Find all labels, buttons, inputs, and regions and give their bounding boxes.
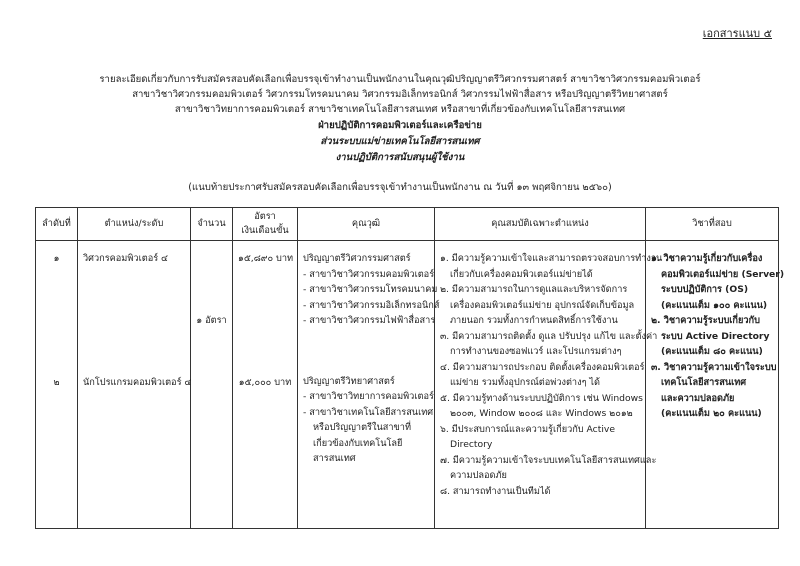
- heading-line-3: สาขาวิชาวิทยาการคอมพิวเตอร์ สาขาวิชาเทคโนโลยีสารสนเทศ หรือสาขาที่เกี่ยวข้องกับเทคโนโลยีสารสนเทศ: [174, 104, 626, 115]
- qual-line: - สาขาวิชาเทคโนโลยีสารสนเทศ: [303, 406, 434, 418]
- qual-line: - สาขาวิชาวิศวกรรมโทรคมนาคม: [303, 284, 438, 295]
- table-header-row: [36, 208, 779, 241]
- heading-line-2: สาขาวิชาวิศวกรรมคอมพิวเตอร์ วิศวกรรมโทรคมนาคม วิศวกรรมอิเล็กทรอนิกส์ วิศวกรรมไฟฟ้าสื่อสาร หรือปริญญาตรีวิทยาศาสตร์: [132, 89, 668, 100]
- spec-line: ความปลอดภัย: [450, 470, 507, 481]
- spec-line: ๒๐๐๓, Window ๒๐๐๘ และ Windows ๒๐๑๒: [450, 408, 633, 419]
- row-1-position: วิศวกรคอมพิวเตอร์ ๔: [83, 253, 169, 264]
- exam-line: เทคโนโลยีสารสนเทศ: [661, 377, 747, 388]
- header-rate: [233, 208, 298, 241]
- spec-line: ๘. สามารถทำงานเป็นทีมได้: [440, 485, 551, 497]
- annex-note: (แนบท้ายประกาศรับสมัครสอบคัดเลือกเพื่อบรรจุเข้าทำงานเป็นพนักงาน ณ วันที่ ๑๓ พฤศจิกายน ๒๕๖๐): [188, 182, 612, 193]
- spec-line: ๒. มีความสามารถในการดูแลและบริหารจัดการ: [440, 284, 628, 295]
- row-2-salary: ๑๕,๐๐๐ บาท: [238, 376, 292, 388]
- department: ฝ่ายปฏิบัติการคอมพิวเตอร์และเครือข่าย: [318, 120, 482, 131]
- division: ส่วนระบบแม่ข่ายเทคโนโลยีสารสนเทศ: [320, 136, 480, 147]
- spec-line: แม่ข่าย รวมทั้งอุปกรณ์ต่อพ่วงต่างๆ ได้: [450, 377, 601, 388]
- qual-line: ปริญญาตรีวิศวกรรมศาสตร์: [303, 253, 411, 264]
- qual-line: สารสนเทศ: [313, 453, 356, 464]
- header-no: ลำดับที่: [36, 208, 78, 241]
- row-2-position: นักโปรแกรมคอมพิวเตอร์ ๔: [83, 376, 192, 388]
- spec-line: ๓. มีความสามารถติดตั้ง ดูแล ปรับปรุง แก้ไข และตั้งค่า: [440, 330, 658, 342]
- row-1-no: ๑: [53, 253, 60, 264]
- header-qualification: คุณวุฒิ: [298, 208, 435, 241]
- exam-line: และความปลอดภัย: [661, 392, 735, 404]
- qual-line: ปริญญาตรีวิทยาศาสตร์: [303, 375, 395, 387]
- spec-line: ๔. มีความสามารถประกอบ ติดตั้งเครื่องคอมพิวเตอร์: [440, 361, 645, 373]
- spec-line: ๑. มีความรู้ความเข้าใจและสามารถตรวจสอบการทำงาน: [440, 253, 663, 264]
- qualifications: [298, 241, 440, 529]
- exam-line: (คะแนนเต็ม ๒๐ คะแนน): [661, 408, 762, 419]
- header-count: จำนวน: [191, 208, 233, 241]
- exam-line: คอมพิวเตอร์แม่ข่าย (Server): [661, 268, 785, 280]
- qual-line: - สาขาวิชาวิศวกรรมคอมพิวเตอร์: [303, 268, 435, 280]
- spec-line: ๕. มีความรู้ทางด้านระบบปฏิบัติการ เช่น Windows: [440, 392, 643, 404]
- heading-line-1: รายละเอียดเกี่ยวกับการรับสมัครสอบคัดเลือกเพื่อบรรจุเข้าทำงานเป็นพนักงานในคุณวุฒิปริญญาตรีวิศวกรรมศาสตร์ สาขาวิชาวิศวกรรมคอมพิวเตอร์: [99, 74, 701, 85]
- qual-line: เกี่ยวข้องกับเทคโนโลยี: [313, 437, 403, 449]
- spec-line: ๗. มีความรู้ความเข้าใจระบบเทคโนโลยีสารสนเทศและ: [440, 454, 657, 466]
- row-salaries: [233, 241, 298, 529]
- row-positions: [78, 241, 191, 529]
- exam-line: ระบบ Active Directory: [661, 330, 770, 342]
- exam-subjects: [646, 241, 785, 529]
- exam-line: ระบบปฏิบัติการ (OS): [661, 284, 749, 295]
- exam-line: ๑. วิชาความรู้เกี่ยวกับเครื่อง: [651, 253, 763, 264]
- positions-table: [35, 207, 785, 529]
- spec-line: ๖. มีประสบการณ์และความรู้เกี่ยวกับ Active: [440, 423, 615, 435]
- spec-line: Directory: [450, 439, 493, 450]
- row-1-salary: ๑๕,๘๙๐ บาท: [238, 253, 294, 264]
- exam-line: (คะแนนเต็ม ๘๐ คะแนน): [661, 346, 763, 357]
- exam-line: ๓. วิชาความรู้ความเข้าใจระบบ: [651, 361, 777, 373]
- row-2-no: ๒: [53, 376, 60, 388]
- exam-line: (คะแนนเต็ม ๑๐๐ คะแนน): [661, 299, 768, 311]
- qual-line: - สาขาวิชาวิศวกรรมไฟฟ้าสื่อสาร: [303, 315, 436, 326]
- spec-line: เครื่องคอมพิวเตอร์แม่ข่าย อุปกรณ์จัดเก็บข้อมูล: [450, 299, 635, 311]
- qual-line: - สาขาวิชาวิศวกรรมอิเล็กทรอนิกส์: [303, 299, 440, 311]
- spec-line: การทำงานของซอฟแวร์ และโปรแกรมต่างๆ: [450, 346, 622, 357]
- count-cell: [191, 241, 233, 529]
- unit: งานปฏิบัติการสนับสนุนผู้ใช้งาน: [335, 152, 465, 163]
- spec-line: เกี่ยวกับเครื่องคอมพิวเตอร์แม่ข่ายได้: [450, 268, 593, 280]
- header-rate-line1: อัตรา: [254, 211, 276, 222]
- exam-line: ๒. วิชาความรู้ระบบเกี่ยวกับ: [651, 315, 760, 326]
- document-label: เอกสารแนบ ๕: [702, 27, 772, 40]
- header-position: ตำแหน่ง/ระดับ: [78, 208, 191, 241]
- header-specification: คุณสมบัติเฉพาะตำแหน่ง: [435, 208, 646, 241]
- spec-line: ภายนอก รวมทั้งการกำหนดสิทธิ์การใช้งาน: [450, 315, 618, 326]
- table-body-row: [36, 241, 779, 529]
- qual-line: - สาขาวิชาวิทยาการคอมพิวเตอร์: [303, 391, 434, 402]
- header-exam: วิชาที่สอบ: [646, 208, 779, 241]
- header-rate-line2: เงินเดือนขั้น: [241, 225, 289, 236]
- specifications: [435, 241, 663, 529]
- row-numbers: [36, 241, 78, 529]
- qual-line: หรือปริญญาตรีในสาขาที่: [313, 422, 412, 433]
- count-value: ๑ อัตรา: [196, 315, 227, 326]
